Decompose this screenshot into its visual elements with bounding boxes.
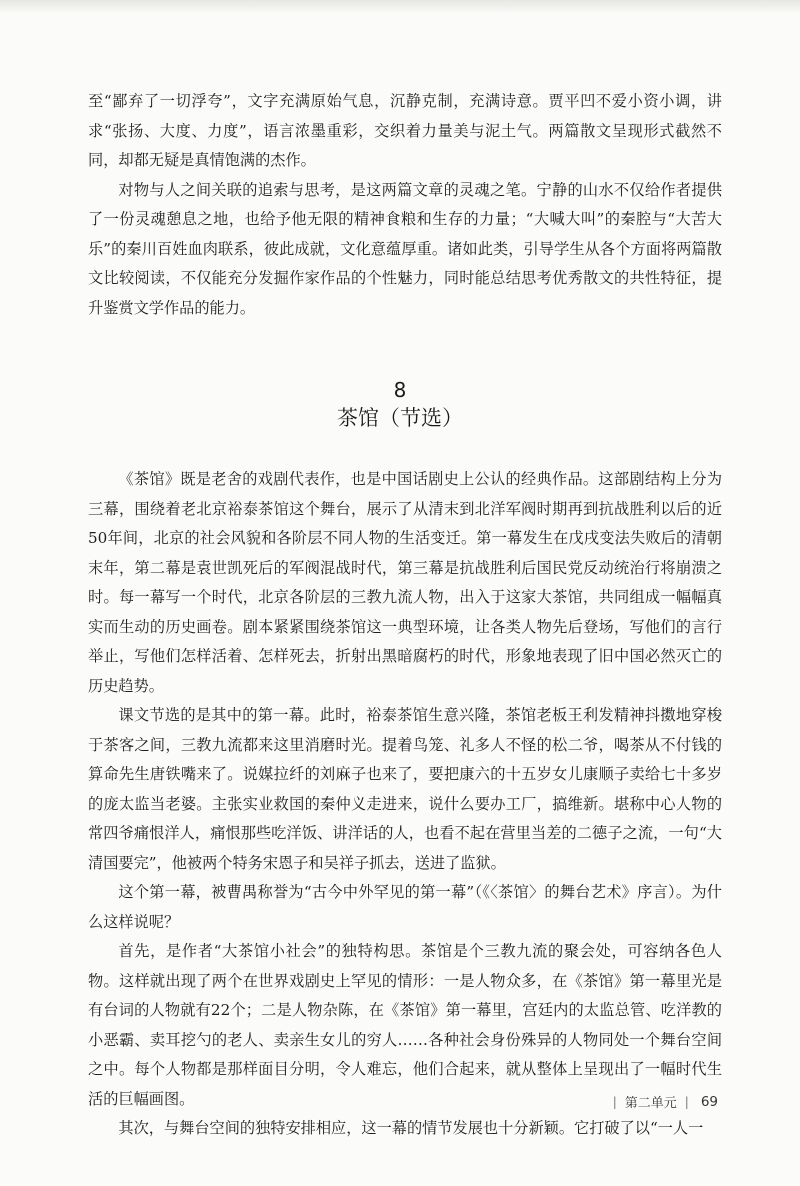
- footer-separator-right: |: [684, 1094, 689, 1109]
- paragraph: 课文节选的是其中的第一幕。此时，裕泰茶馆生意兴隆，茶馆老板王利发精神抖擞地穿梭于茶客之间，三教九流都来这里消磨时光。提着鸟笼、礼多人不怪的松二爷，喝茶从不付钱的算命先生唐铁嘴来了。说媒拉纤的刘麻子也来了，要把康六的十五岁女儿康顺子卖给七十多岁的庞太监当老婆。主张实业救国的秦仲义走进来，说什么要办工厂，搞维新。堪称中心人物的常四爷痛恨洋人，痛恨那些吃洋饭、讲洋话的人，也看不起在营里当差的二德子之流，一句“大清国要完”，他被两个特务宋恩子和吴祥子抓去，送进了监狱。: [88, 706, 722, 872]
- paragraph: 这个第一幕，被曹禺称誉为“古今中外罕见的第一幕”（《〈茶馆〉的舞台艺术》序言）。为什么这样说呢？: [88, 883, 722, 931]
- paragraph: 其次，与舞台空间的独特安排相应，这一幕的情节发展也十分新颖。它打破了以“一人一: [118, 1119, 704, 1137]
- scan-edge-shadow: [0, 0, 800, 14]
- page-footer: [605, 1092, 718, 1111]
- paragraph: 《茶馆》既是老舍的戏剧代表作，也是中国话剧史上公认的经典作品。这部剧结构上分为三幕，围绕着老北京裕泰茶馆这个舞台，展示了从清末到北洋军阀时期再到抗战胜利以后的近50年间，北京的社会风貌和各阶层不同人物的生活变迁。第一幕发生在戊戌变法失败后的清朝末年，第二幕是袁世凯死后的军阀混战时代，第三幕是抗战胜利后国民党反动统治行将崩溃之时。每一幕写一个时代，北京各阶层的三教九流人物，出入于这家大茶馆，共同组成一幅幅真实而生动的历史画卷。剧本紧紧围绕茶馆这一典型环境，让各类人物先后登场，写他们的言行举止，写他们怎样活着、怎样死去，折射出黑暗腐朽的时代，形象地表现了旧中国必然灭亡的历史趋势。: [88, 470, 722, 695]
- paragraph: 首先，是作者“大茶馆小社会”的独特构思。茶馆是个三教九流的聚会处，可容纳各色人物。这样就出现了两个在世界戏剧史上罕见的情形：一是人物众多，在《茶馆》第一幕里光是有台词的人物就有22个；二是人物杂陈，在《茶馆》第一幕里，宫廷内的太监总管、吃洋教的小恶霸、卖耳挖勺的老人、卖亲生女儿的穷人……各种社会身份殊异的人物同处一个舞台空间之中。每个人物都是那样面目分明，令人难忘，他们合起来，就从整体上呈现出了一幅时代生活的巨幅画图。: [88, 942, 722, 1108]
- chapter-number: 8: [393, 378, 407, 402]
- paragraph: 至“鄙弃了一切浮夸”，文字充满原始气息，沉静克制，充满诗意。贾平凹不爱小资小调，讲求“张扬、大度、力度”，语言浓墨重彩，交织着力量美与泥土气。两篇散文呈现形式截然不同，却都无疑是真情饱满的杰作。: [88, 92, 722, 169]
- chapter-body-text: [88, 465, 722, 1144]
- previous-chapter-text: [88, 87, 722, 323]
- footer-section-label: 第二单元: [624, 1096, 677, 1111]
- paragraph: 对物与人之间关联的追索与思考，是这两篇文章的灵魂之笔。宁静的山水不仅给作者提供了一份灵魂憩息之地，也给予他无限的精神食粮和生存的力量；“大喊大叫”的秦腔与“大苦大乐”的秦川百姓血肉联系，彼此成就，文化意蕴厚重。诸如此类，引导学生从各个方面将两篇散文比较阅读，不仅能充分发掘作家作品的个性魅力，同时能总结思考优秀散文的共性特征，提升鉴赏文学作品的能力。: [88, 180, 722, 317]
- page-number: 69: [700, 1093, 718, 1110]
- footer-separator-left: |: [612, 1094, 617, 1109]
- chapter-title: 茶馆（节选）: [337, 406, 463, 430]
